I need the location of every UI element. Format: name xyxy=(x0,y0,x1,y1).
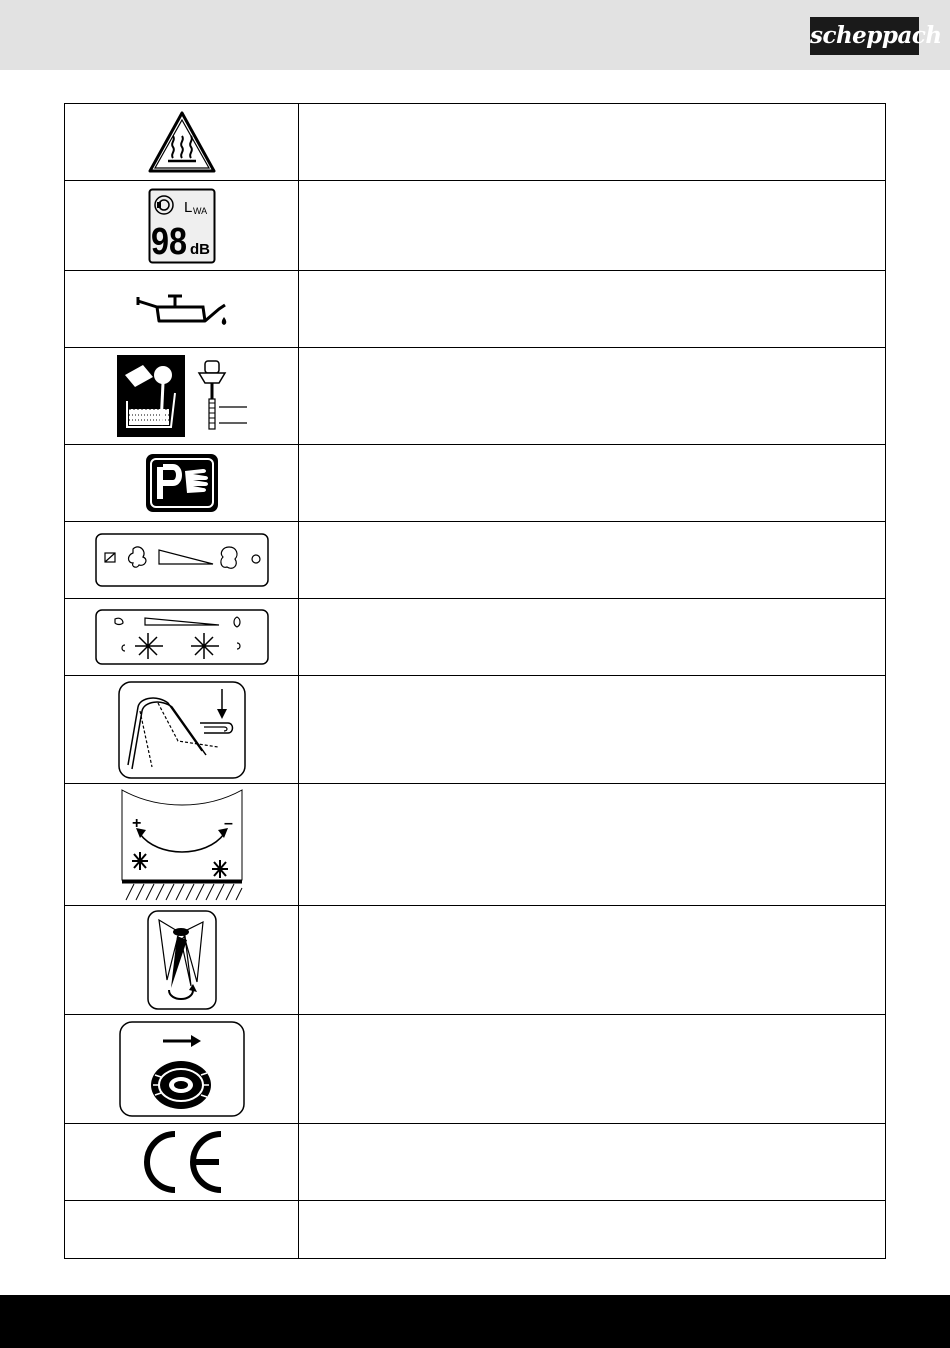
symbol-row xyxy=(65,445,886,522)
symbol-cell xyxy=(65,445,299,522)
symbol-description xyxy=(299,522,886,599)
header-bar xyxy=(0,0,950,70)
symbols-table xyxy=(64,103,886,1259)
symbol-cell xyxy=(65,271,299,348)
oil-can-icon xyxy=(135,287,229,331)
symbol-row xyxy=(65,104,886,181)
shallower-sign: – xyxy=(223,814,233,832)
hot-surface-warning-icon xyxy=(147,110,217,174)
lwa-label: L xyxy=(183,198,192,216)
symbol-row xyxy=(65,784,886,906)
symbol-row xyxy=(65,906,886,1015)
symbol-row xyxy=(65,676,886,784)
oil-level-dipstick-icon xyxy=(115,353,249,439)
symbol-description xyxy=(299,784,886,906)
symbol-cell xyxy=(65,181,299,271)
symbol-cell xyxy=(65,676,299,784)
symbol-description xyxy=(299,348,886,445)
symbol-cell xyxy=(65,1124,299,1201)
symbol-cell xyxy=(65,522,299,599)
symbol-cell xyxy=(65,784,299,906)
symbol-cell xyxy=(65,104,299,181)
symbol-description xyxy=(299,599,886,676)
symbol-cell xyxy=(65,599,299,676)
symbol-description xyxy=(299,104,886,181)
symbol-row xyxy=(65,522,886,599)
symbol-description xyxy=(299,906,886,1015)
symbol-description xyxy=(299,1124,886,1201)
tine-rotation-icon xyxy=(147,910,217,1010)
sound-level-unit: dB xyxy=(189,240,210,258)
footer-bar xyxy=(0,1295,950,1348)
symbol-description xyxy=(299,676,886,784)
press-primer-button-icon xyxy=(145,453,219,513)
wheel-direction-icon xyxy=(119,1021,245,1117)
lwa-subscript: WA xyxy=(192,205,207,216)
speed-lever-rabbit-turtle-icon xyxy=(95,609,269,665)
symbol-description xyxy=(299,1201,886,1259)
symbol-cell xyxy=(65,906,299,1015)
ce-mark-icon xyxy=(135,1129,229,1195)
choke-throttle-lever-icon xyxy=(95,533,269,587)
symbol-row xyxy=(65,181,886,271)
symbol-cell xyxy=(65,1201,299,1259)
working-depth-adjustment-icon xyxy=(118,788,246,902)
symbol-row xyxy=(65,1124,886,1201)
symbol-description xyxy=(299,1015,886,1124)
fold-handle-icon xyxy=(118,681,246,779)
symbol-row xyxy=(65,1015,886,1124)
symbol-row xyxy=(65,271,886,348)
symbol-description xyxy=(299,445,886,522)
symbol-cell xyxy=(65,1015,299,1124)
symbol-row xyxy=(65,599,886,676)
symbol-row xyxy=(65,348,886,445)
symbol-description xyxy=(299,271,886,348)
symbol-row xyxy=(65,1201,886,1259)
deeper-sign: + xyxy=(131,814,141,832)
sound-level-value: 98 xyxy=(150,220,187,263)
symbol-description xyxy=(299,181,886,271)
sound-power-level-label-icon xyxy=(148,188,216,264)
symbol-cell xyxy=(65,348,299,445)
scheppach-logo: scheppach xyxy=(810,17,919,55)
